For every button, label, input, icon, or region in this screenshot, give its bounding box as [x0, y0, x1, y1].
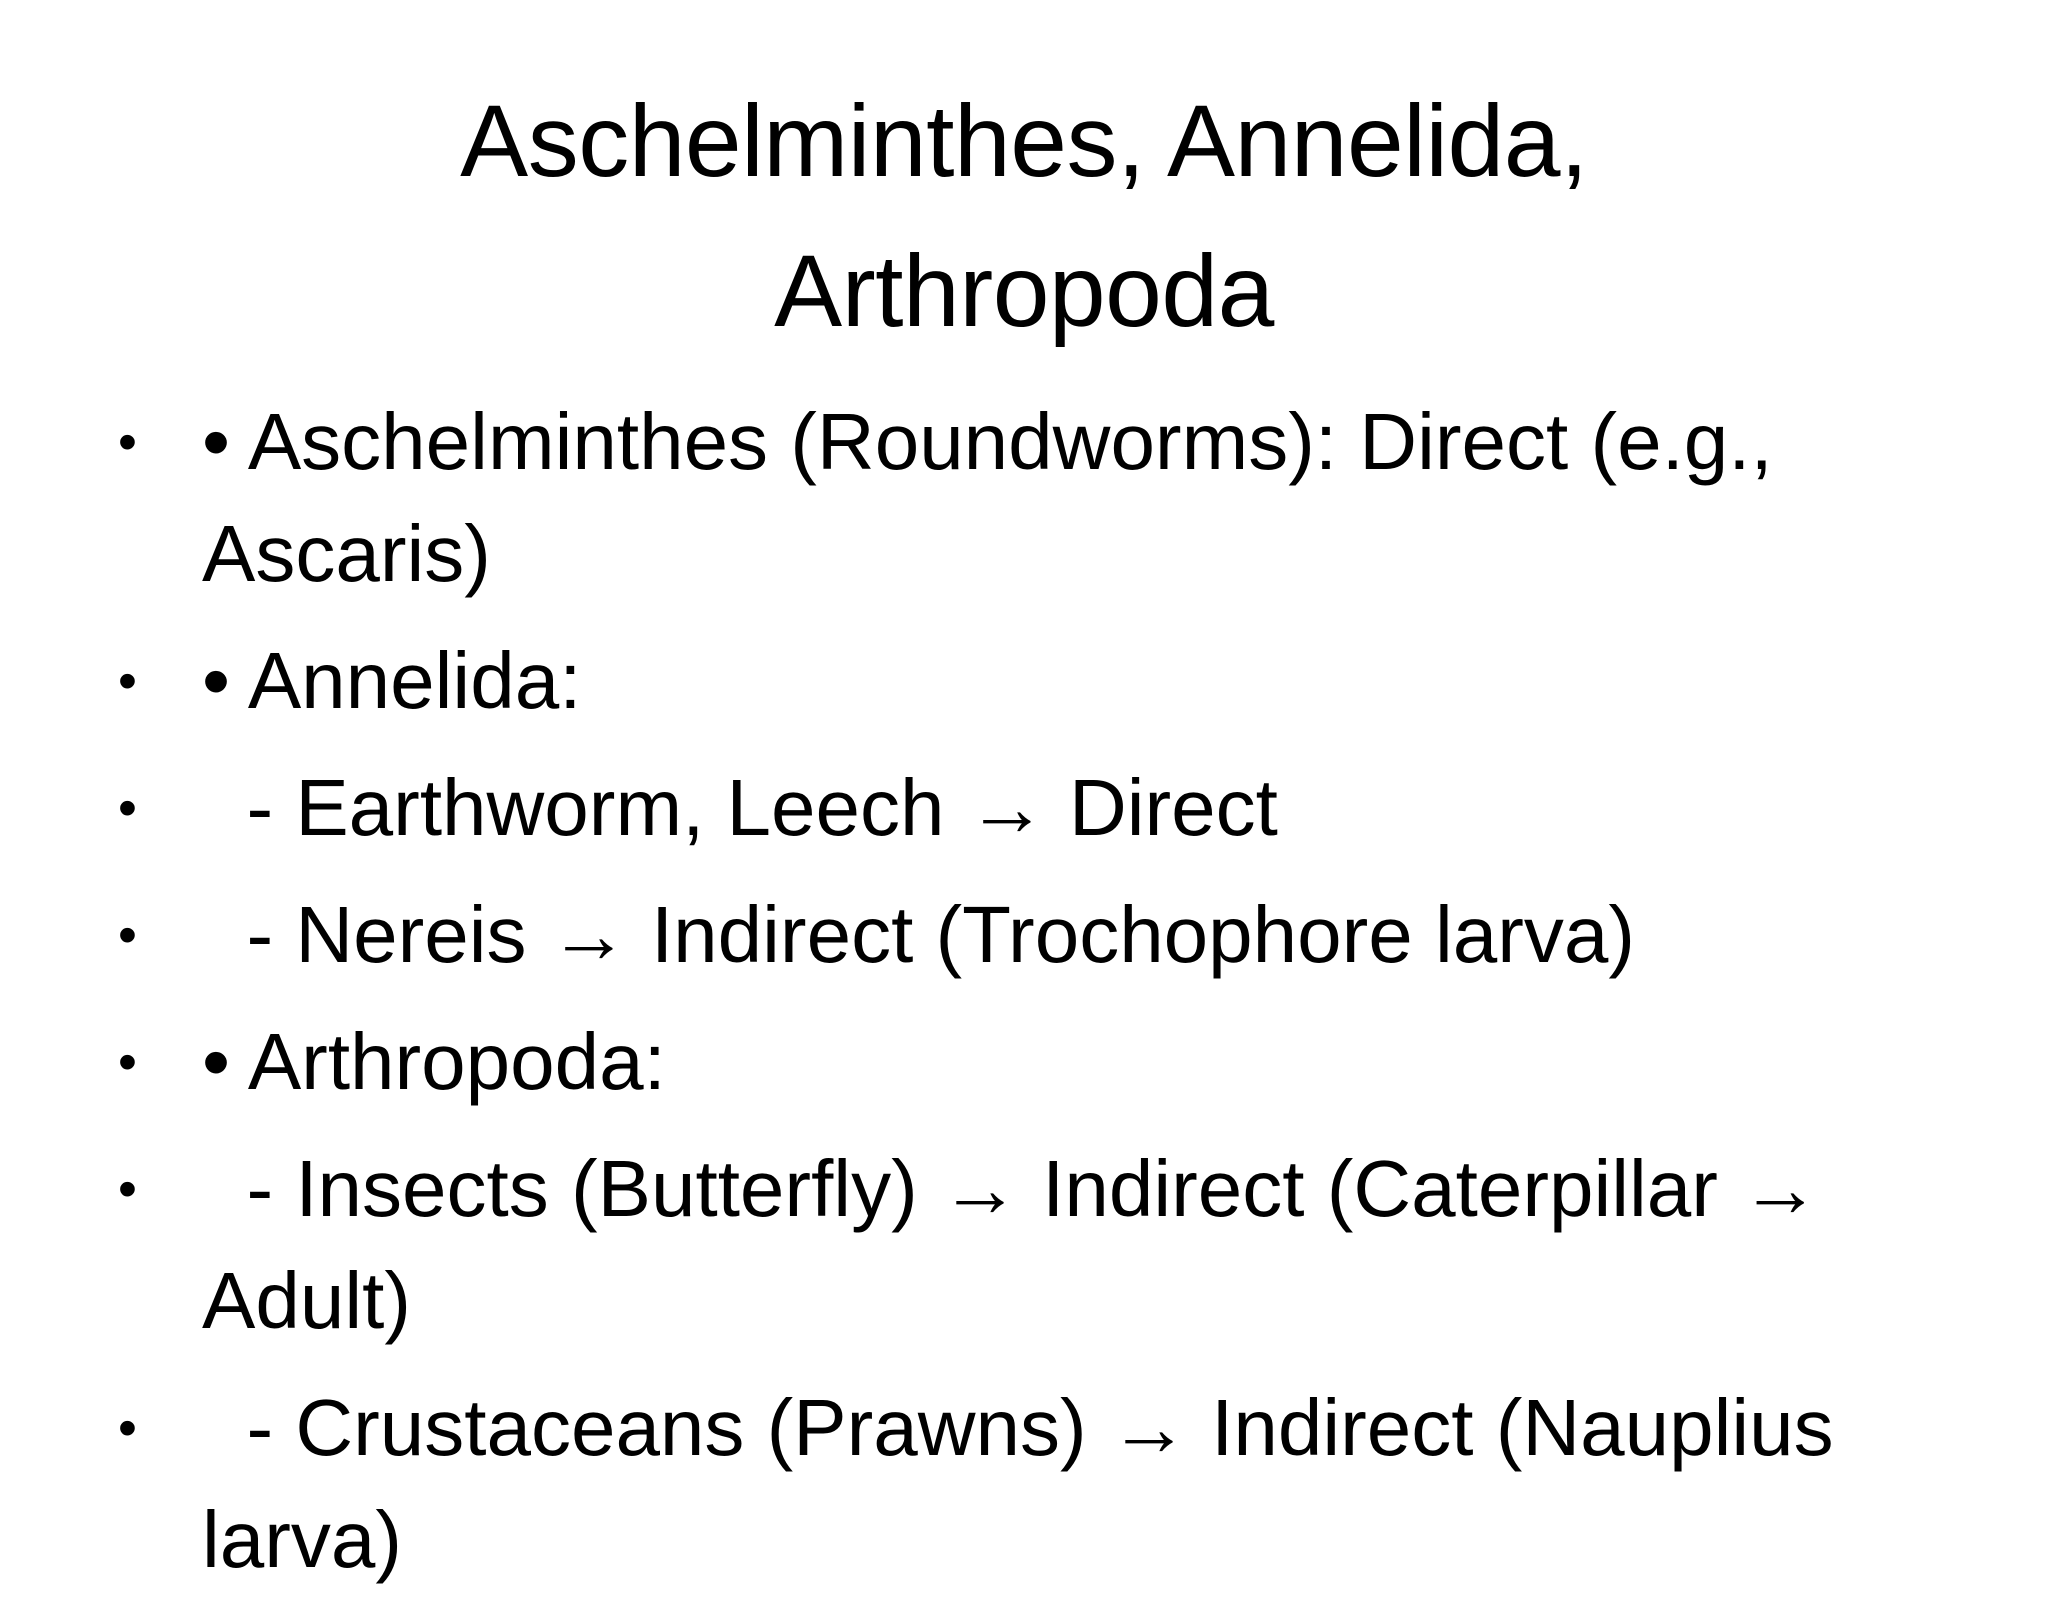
- title-line-2: Arthropoda: [774, 234, 1274, 348]
- bullet-marker: •: [118, 412, 137, 472]
- bullet-text: • Annelida:: [202, 636, 582, 725]
- bullet-arthropoda: [118, 1006, 1928, 1118]
- bullet-text: - Nereis → Indirect (Trochophore larva): [202, 890, 1636, 979]
- bullet-text: • Aschelminthes (Roundworms): Direct (e.g., Ascaris): [202, 397, 1773, 598]
- bullet-marker: •: [118, 1398, 137, 1458]
- bullet-marker: •: [118, 905, 137, 965]
- bullet-marker: •: [118, 1159, 137, 1219]
- bullet-earthworm-leech: [118, 752, 1928, 864]
- bullet-text: - Insects (Butterfly) → Indirect (Caterpillar → Adult): [202, 1144, 1838, 1345]
- bullet-nereis: [118, 879, 1928, 991]
- bullet-marker: •: [118, 778, 137, 838]
- bullet-list: [118, 386, 1928, 1611]
- bullet-marker: •: [118, 1032, 137, 1092]
- slide-title: [190, 66, 1858, 366]
- bullet-aschelminthes: [118, 386, 1928, 610]
- bullet-insects: [118, 1133, 1928, 1357]
- bullet-text: - Earthworm, Leech → Direct: [202, 763, 1278, 852]
- bullet-annelida: [118, 625, 1928, 737]
- title-line-1: Aschelminthes, Annelida,: [460, 84, 1588, 198]
- bullet-marker: •: [118, 651, 137, 711]
- bullet-text: • Arthropoda:: [202, 1017, 666, 1106]
- bullet-crustaceans: [118, 1372, 1928, 1596]
- bullet-text: - Crustaceans (Prawns) → Indirect (Nauplius larva): [202, 1383, 1856, 1584]
